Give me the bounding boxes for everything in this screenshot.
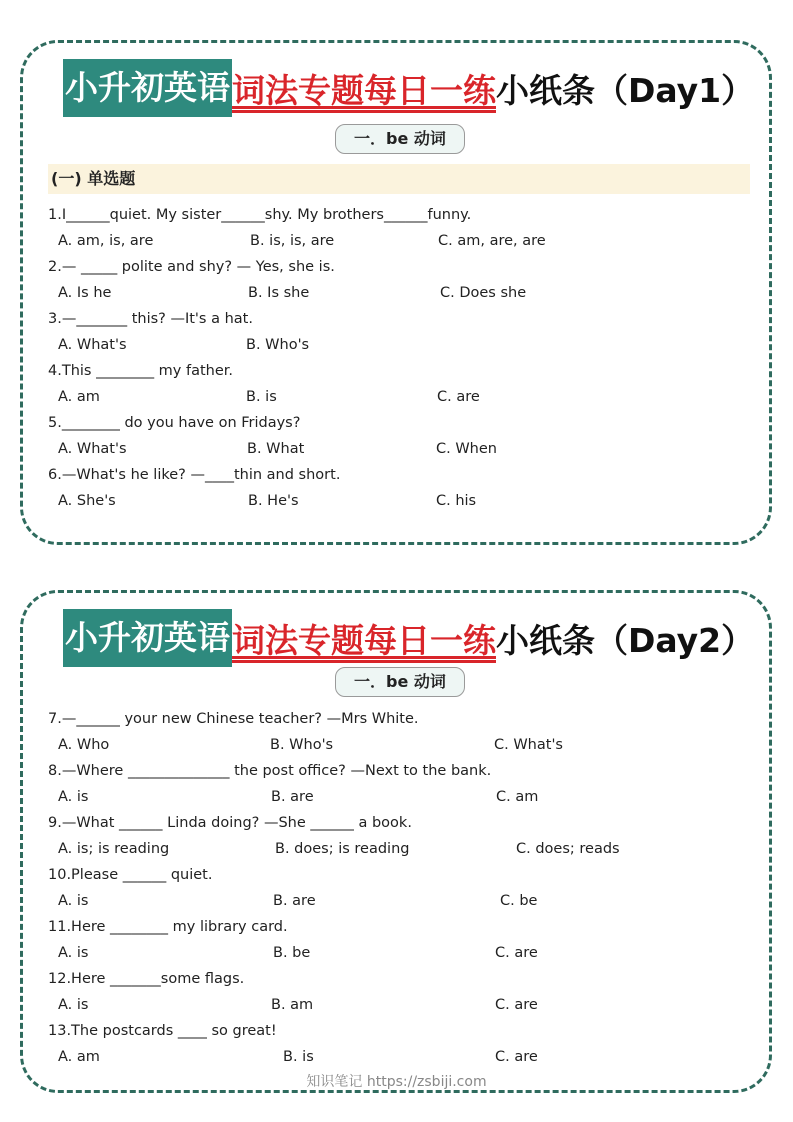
title-black-part: 小纸条（Day2） <box>496 620 755 660</box>
q5-option-c: C. When <box>436 441 497 457</box>
question-2: 2.— _____ polite and shy? — Yes, she is. <box>48 259 335 275</box>
q7-option-a: A. Who <box>58 737 110 753</box>
card-title <box>63 59 754 117</box>
question-12: 12.Here _______some flags. <box>48 971 245 987</box>
q1-option-b: B. is, is, are <box>250 233 335 249</box>
worksheet-card-day1 <box>20 40 772 545</box>
question-6: 6.—What's he like? —____thin and short. <box>48 467 341 483</box>
q10-option-b: B. are <box>273 893 316 909</box>
q13-option-b: B. is <box>283 1049 314 1065</box>
q7-option-b: B. Who's <box>270 737 334 753</box>
q11-option-a: A. is <box>58 945 89 961</box>
question-10: 10.Please ______ quiet. <box>48 867 213 883</box>
title-red-part: 词法专题每日一练 <box>232 620 496 660</box>
q4-option-c: C. are <box>437 389 480 405</box>
q1-option-a: A. am, is, are <box>58 233 154 249</box>
q9-option-b: B. does; is reading <box>275 841 410 857</box>
question-7: 7.—______ your new Chinese teacher? —Mrs White. <box>48 711 419 727</box>
subsection-heading: (一) 单选题 <box>48 164 750 194</box>
q5-option-a: A. What's <box>58 441 127 457</box>
q10-option-a: A. is <box>58 893 89 909</box>
q12-option-a: A. is <box>58 997 89 1013</box>
section-pill: 一．be 动词 <box>335 124 465 154</box>
question-3: 3.—_______ this? —It's a hat. <box>48 311 253 327</box>
q6-option-a: A. She's <box>58 493 116 509</box>
q12-option-b: B. am <box>271 997 314 1013</box>
question-13: 13.The postcards ____ so great! <box>48 1023 277 1039</box>
question-8: 8.—Where ______________ the post office? —Next to the bank. <box>48 763 492 779</box>
q10-option-c: C. be <box>500 893 538 909</box>
question-5: 5.________ do you have on Fridays? <box>48 415 301 431</box>
card-title <box>63 609 754 667</box>
q5-option-b: B. What <box>247 441 305 457</box>
question-1: 1.I______quiet. My sister______shy. My brothers______funny. <box>48 207 472 223</box>
q2-option-c: C. Does she <box>440 285 527 301</box>
title-red-part: 词法专题每日一练 <box>232 70 496 110</box>
section-pill: 一．be 动词 <box>335 667 465 697</box>
q13-option-a: A. am <box>58 1049 100 1065</box>
question-9: 9.—What ______ Linda doing? —She ______ a book. <box>48 815 412 831</box>
q2-option-b: B. Is she <box>248 285 310 301</box>
q6-option-c: C. his <box>436 493 477 509</box>
q4-option-b: B. is <box>246 389 277 405</box>
q4-option-a: A. am <box>58 389 100 405</box>
q8-option-a: A. is <box>58 789 89 805</box>
worksheet-card-day2 <box>20 590 772 1093</box>
q6-option-b: B. He's <box>248 493 299 509</box>
q3-option-b: B. Who's <box>246 337 310 353</box>
q13-option-c: C. are <box>495 1049 538 1065</box>
q9-option-c: C. does; reads <box>516 841 620 857</box>
q11-option-b: B. be <box>273 945 311 961</box>
q8-option-c: C. am <box>496 789 539 805</box>
q12-option-c: C. are <box>495 997 538 1013</box>
question-4: 4.This ________ my father. <box>48 363 234 379</box>
q7-option-c: C. What's <box>494 737 563 753</box>
q3-option-a: A. What's <box>58 337 127 353</box>
q1-option-c: C. am, are, are <box>438 233 546 249</box>
title-black-part: 小纸条（Day1） <box>496 70 755 110</box>
q11-option-c: C. are <box>495 945 538 961</box>
q2-option-a: A. Is he <box>58 285 112 301</box>
title-teal-part: 小升初英语 <box>63 59 232 117</box>
title-teal-part: 小升初英语 <box>63 609 232 667</box>
q9-option-a: A. is; is reading <box>58 841 170 857</box>
question-11: 11.Here ________ my library card. <box>48 919 288 935</box>
footer-watermark: 知识笔记 https://zsbiji.com <box>306 1074 487 1090</box>
q8-option-b: B. are <box>271 789 314 805</box>
